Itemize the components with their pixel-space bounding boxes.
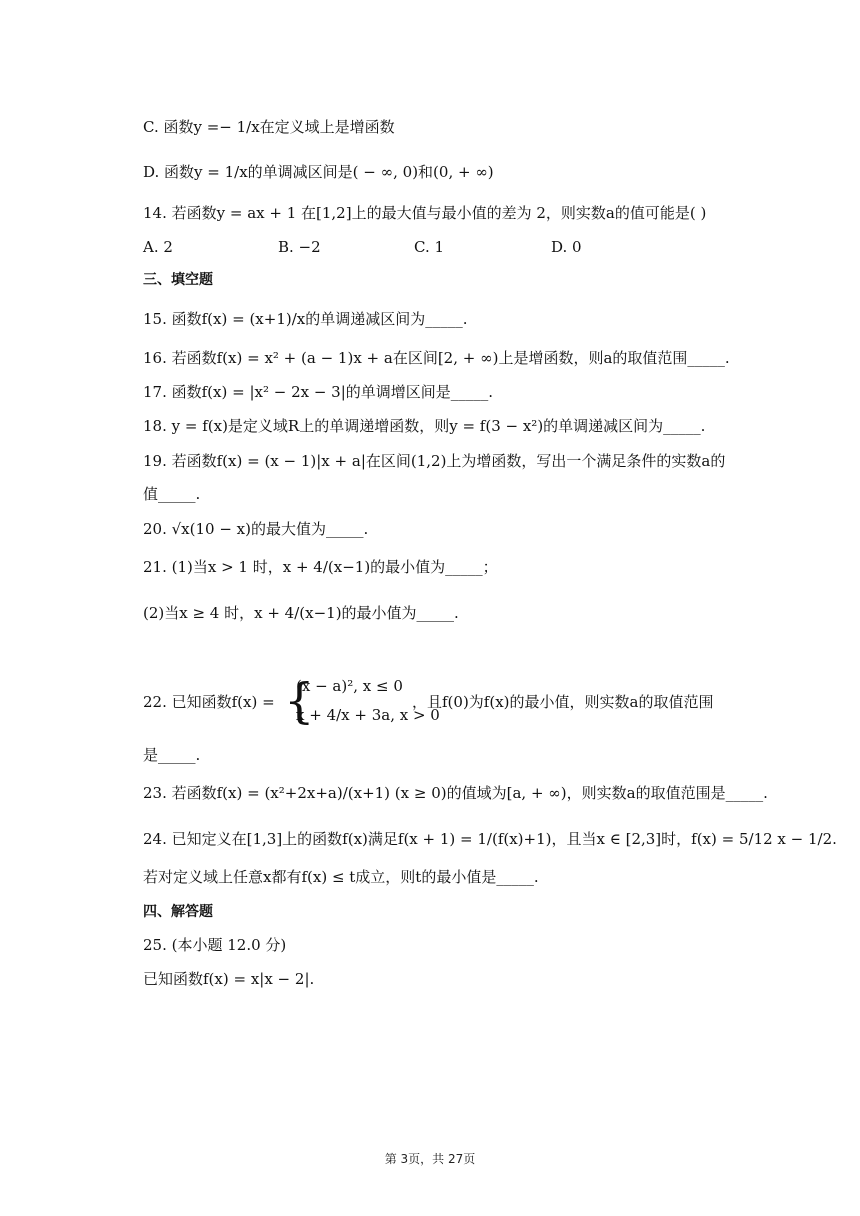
question-22-lead: 22. 已知函数f(x) =: [143, 693, 275, 711]
section-answer-heading: 四、解答题: [143, 904, 213, 920]
question-23: 23. 若函数f(x) = (x²+2x+a)/(x+1) (x ≥ 0)的值域为[a, + ∞)，则实数a的取值范围是_____.: [143, 784, 768, 802]
question-17: 17. 函数f(x) = |x² − 2x − 3|的单调增区间是_____.: [143, 383, 494, 401]
q22-case-1: (x − a)², x ≤ 0: [296, 677, 403, 695]
question-20: 20. √x(10 − x)的最大值为_____.: [143, 520, 369, 538]
question-14: 14. 若函数y = ax + 1 在[1,2]上的最大值与最小值的差为 2，则实数a的值可能是( ): [143, 204, 707, 222]
section-fill-blank-heading: 三、填空题: [143, 272, 213, 288]
question-16: 16. 若函数f(x) = x² + (a − 1)x + a在区间[2, + ∞)上是增函数，则a的取值范围_____.: [143, 349, 730, 367]
question-24-line2: 若对定义域上任意x都有f(x) ≤ t成立，则t的最小值是_____.: [143, 868, 539, 886]
question-25-body: 已知函数f(x) = x|x − 2|.: [143, 970, 315, 988]
q22-brace: {: [284, 673, 315, 729]
question-19-line2: 值_____.: [143, 485, 201, 503]
question-21-part1: 21. (1)当x > 1 时，x + 4/(x−1)的最小值为_____；: [143, 558, 498, 576]
question-25-header: 25. (本小题 12.0 分): [143, 936, 287, 954]
page-footer: 第 3页，共 27页: [384, 1152, 476, 1166]
question-18: 18. y = f(x)是定义域R上的单调递增函数，则y = f(3 − x²)的单调递减区间为_____.: [143, 417, 706, 435]
option-d: D. 函数y = 1/x的单调减区间是( − ∞, 0)和(0, + ∞): [143, 163, 494, 181]
q14-option-c: C. 1: [414, 238, 445, 256]
q14-option-d: D. 0: [551, 238, 582, 256]
question-22-tail: ，且f(0)为f(x)的最小值，则实数a的取值范围: [412, 693, 714, 711]
q22-case-2: x + 4/x + 3a, x > 0: [296, 706, 440, 724]
q14-option-a: A. 2: [143, 238, 173, 256]
question-19-line1: 19. 若函数f(x) = (x − 1)|x + a|在区间(1,2)上为增函数，写出一个满足条件的实数a的: [143, 452, 726, 470]
q14-option-b: B. −2: [278, 238, 321, 256]
question-22-line2: 是_____.: [143, 746, 201, 764]
question-15: 15. 函数f(x) = (x+1)/x的单调递减区间为_____.: [143, 310, 468, 328]
question-21-part2: (2)当x ≥ 4 时，x + 4/(x−1)的最小值为_____.: [143, 604, 459, 622]
question-24-line1: 24. 已知定义在[1,3]上的函数f(x)满足f(x + 1) = 1/(f(x)+1)，且当x ∈ [2,3]时，f(x) = 5/12 x − 1/2.: [143, 830, 837, 848]
option-c: C. 函数y =− 1/x在定义域上是增函数: [143, 118, 395, 136]
